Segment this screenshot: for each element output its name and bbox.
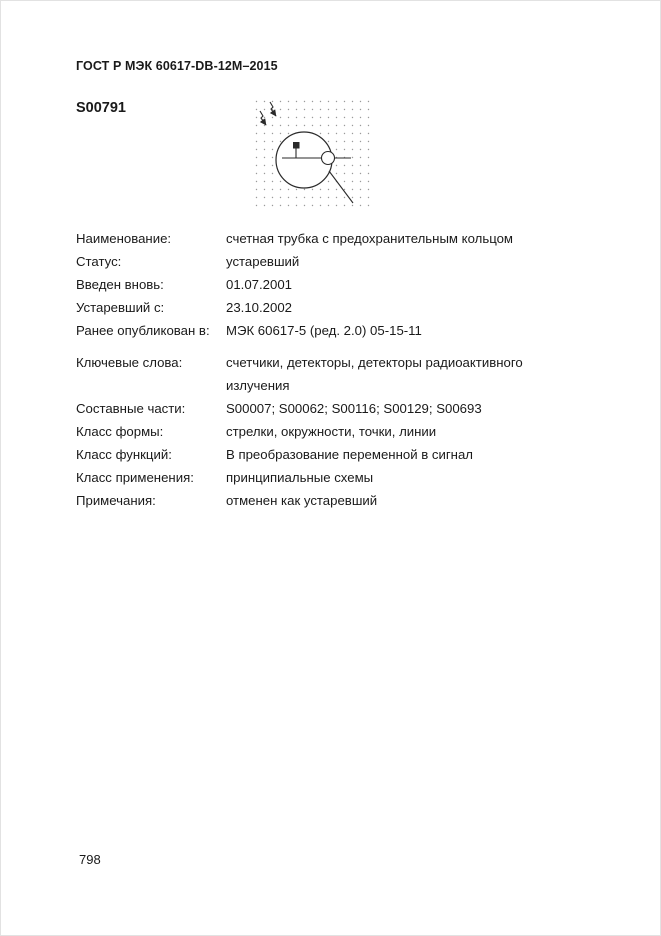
field-value: устаревший — [226, 254, 300, 269]
document-header: ГОСТ Р МЭК 60617-DB-12M–2015 — [76, 59, 278, 73]
field-label: Ключевые слова: — [76, 355, 183, 370]
field-row-notes — [76, 489, 556, 512]
field-label: Устаревший с: — [76, 300, 165, 315]
field-row-status — [76, 250, 556, 273]
field-value: счетчики, детекторы, детекторы радиоактивного излучения — [226, 355, 523, 393]
page-number: 798 — [79, 852, 101, 867]
symbol-id: S00791 — [76, 100, 126, 116]
field-row-previously-published — [76, 319, 556, 342]
field-value: В преобразование переменной в сигнал — [226, 447, 473, 462]
counting-tube-symbol-drawing — [255, 100, 372, 211]
symbol-figure — [255, 100, 372, 211]
field-label: Ранее опубликован в: — [76, 323, 210, 338]
field-value: принципиальные схемы — [226, 470, 374, 485]
field-row-function-class — [76, 443, 556, 466]
field-label: Класс формы: — [76, 424, 164, 439]
field-label: Составные части: — [76, 401, 186, 416]
field-label: Класс применения: — [76, 470, 194, 485]
field-label: Класс функций: — [76, 447, 172, 462]
field-value: отменен как устаревший — [226, 493, 378, 508]
field-row-obsolete-since — [76, 296, 556, 319]
field-value: 01.07.2001 — [226, 277, 293, 292]
field-value: стрелки, окружности, точки, линии — [226, 424, 437, 439]
field-row-introduced — [76, 273, 556, 296]
field-value: S00007; S00062; S00116; S00129; S00693 — [226, 401, 482, 416]
field-label: Статус: — [76, 254, 122, 269]
field-row-application-class — [76, 466, 556, 489]
field-row-keywords — [76, 351, 556, 397]
field-row-shape-class — [76, 420, 556, 443]
field-label: Наименование: — [76, 231, 172, 246]
field-value: счетная трубка с предохранительным кольцом — [226, 231, 514, 246]
field-row-components — [76, 397, 556, 420]
field-label: Примечания: — [76, 493, 156, 508]
field-value: МЭК 60617-5 (ред. 2.0) 05-15-11 — [226, 323, 422, 338]
field-label: Введен вновь: — [76, 277, 164, 292]
field-list — [76, 227, 556, 512]
field-value: 23.10.2002 — [226, 300, 293, 315]
field-row-name — [76, 227, 556, 250]
